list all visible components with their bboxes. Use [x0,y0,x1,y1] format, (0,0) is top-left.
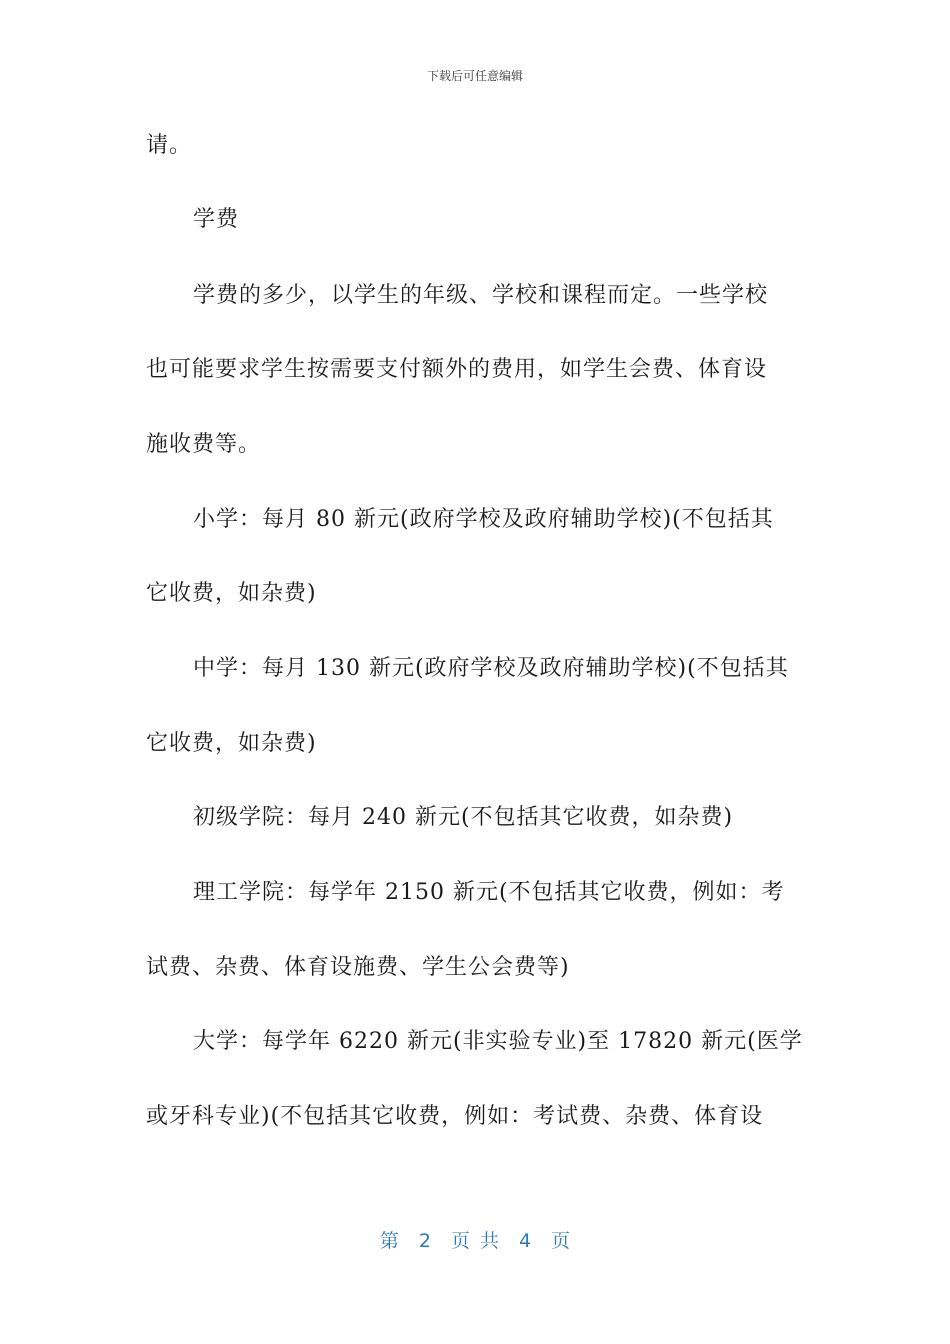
footer-total-pages: 4 [519,1230,532,1252]
footer-prefix: 第 [379,1230,399,1252]
text-line: 小学：每月 80 新元(政府学校及政府辅助学校)(不包括其 [193,507,774,532]
text-line: 试费、杂费、体育设施费、学生公会费等) [146,955,570,980]
page-header-note: 下载后可任意编辑 [426,69,523,83]
text-line: 中学：每月 130 新元(政府学校及政府辅助学校)(不包括其 [193,656,789,681]
text-line: 它收费，如杂费) [146,581,317,606]
text-line: 施收费等。 [146,432,262,457]
section-heading: 学费 [193,207,240,232]
footer-suffix: 页 [551,1230,571,1252]
text-line: 也可能要求学生按需要支付额外的费用，如学生会费、体育设 [146,357,768,382]
text-line: 大学：每学年 6220 新元(非实验专业)至 17820 新元(医学 [193,1029,803,1054]
text-line: 理工学院：每学年 2150 新元(不包括其它收费，例如：考 [193,880,785,905]
text-line: 学费的多少，以学生的年级、学校和课程而定。一些学校 [193,283,769,308]
footer-page-number: 2 [418,1230,431,1252]
footer-middle: 页 共 [450,1230,500,1252]
text-line: 请。 [146,133,193,158]
text-line: 或牙科专业)(不包括其它收费，例如：考试费、杂费、体育设 [146,1104,764,1129]
text-line: 初级学院：每月 240 新元(不包括其它收费，如杂费) [193,805,734,830]
page-footer [0,1226,950,1253]
text-line: 它收费，如杂费) [146,731,317,756]
